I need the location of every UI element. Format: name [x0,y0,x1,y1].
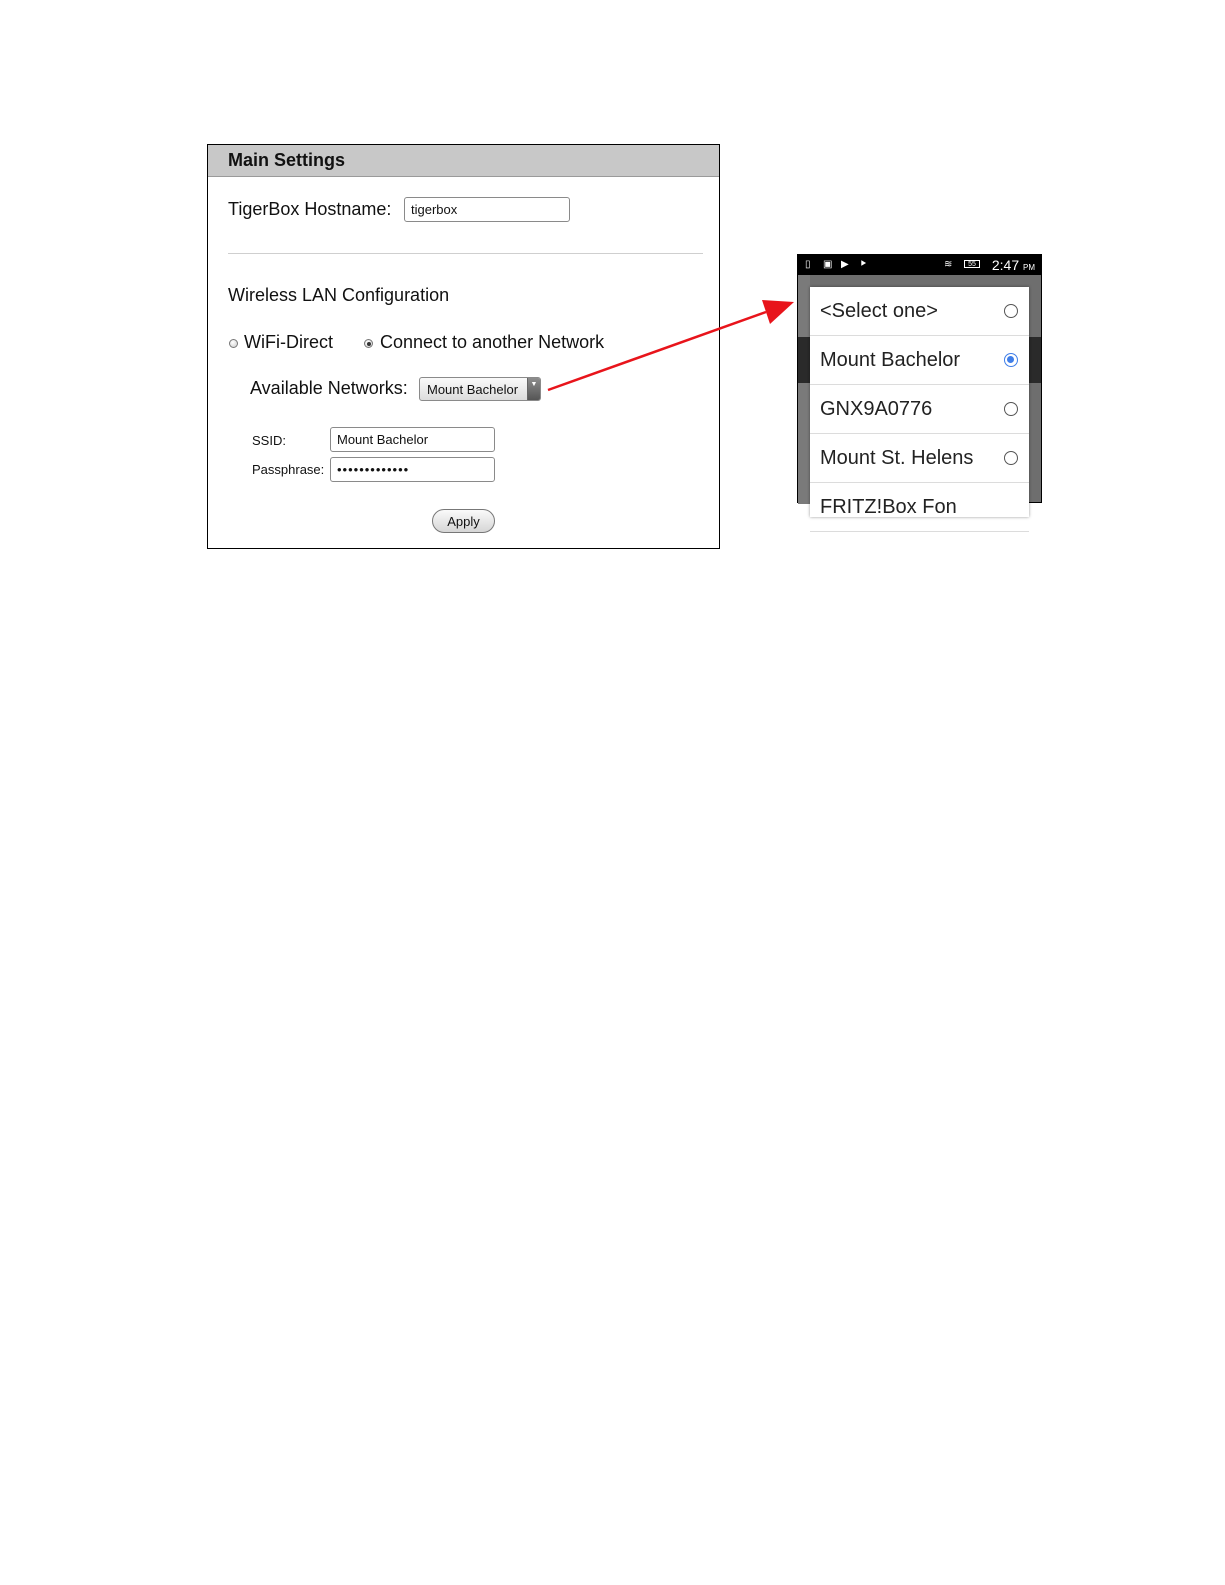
network-option-label: FRITZ!Box Fon [820,495,957,518]
network-option-label: <Select one> [820,299,938,322]
wlan-heading: Wireless LAN Configuration [228,285,450,305]
hostname-input[interactable] [404,197,570,222]
image-icon: ▣ [823,259,833,270]
status-bar [798,255,1041,275]
wifi-icon: ≋ [944,259,953,270]
apply-button[interactable]: Apply [432,509,495,533]
clock-time: 2:47 [991,257,1020,273]
phone-screenshot [797,254,1042,518]
clock-ampm: PM [1023,263,1035,272]
chevron-down-icon: ▼ [527,378,540,400]
ssid-label: SSID: [252,433,286,448]
network-option-label: Mount Bachelor [820,348,961,371]
radio-icon[interactable] [1004,304,1018,318]
radio-icon[interactable] [1004,402,1018,416]
status-clock [992,257,1035,273]
network-option[interactable] [810,434,1029,483]
sim-icon: ▯ [805,259,811,270]
wifi-direct-radio[interactable] [229,339,238,348]
network-option[interactable] [810,385,1029,434]
network-option-label: Mount St. Helens [820,446,974,469]
connect-network-radio[interactable] [364,339,373,348]
network-option[interactable] [810,287,1029,336]
download-icon: ⯈ [859,259,867,270]
hostname-label: TigerBox Hostname: [228,199,392,219]
available-networks-select[interactable] [419,377,541,401]
radio-checked-icon[interactable] [1004,353,1018,367]
ssid-input[interactable] [330,427,495,452]
arrow-head [762,300,794,324]
battery-icon: 55 [964,260,980,268]
network-option[interactable] [810,336,1029,385]
radio-icon[interactable] [1004,451,1018,465]
network-select-dialog [810,287,1029,517]
select-value: Mount Bachelor [427,381,519,397]
arrow-line [548,312,766,390]
network-option-label: GNX9A0776 [820,397,933,420]
wifi-direct-label[interactable]: WiFi-Direct [244,332,333,352]
play-store-icon: ▶ [841,259,849,270]
panel-title: Main Settings [208,145,719,177]
pointer-arrow-icon [540,290,800,400]
available-networks-label: Available Networks: [250,378,408,398]
divider [228,253,703,254]
background-page [798,275,810,504]
passphrase-label: Passphrase: [252,462,325,477]
connect-network-label[interactable]: Connect to another Network [380,332,605,352]
passphrase-input[interactable] [330,457,495,482]
network-option[interactable] [810,483,1029,532]
